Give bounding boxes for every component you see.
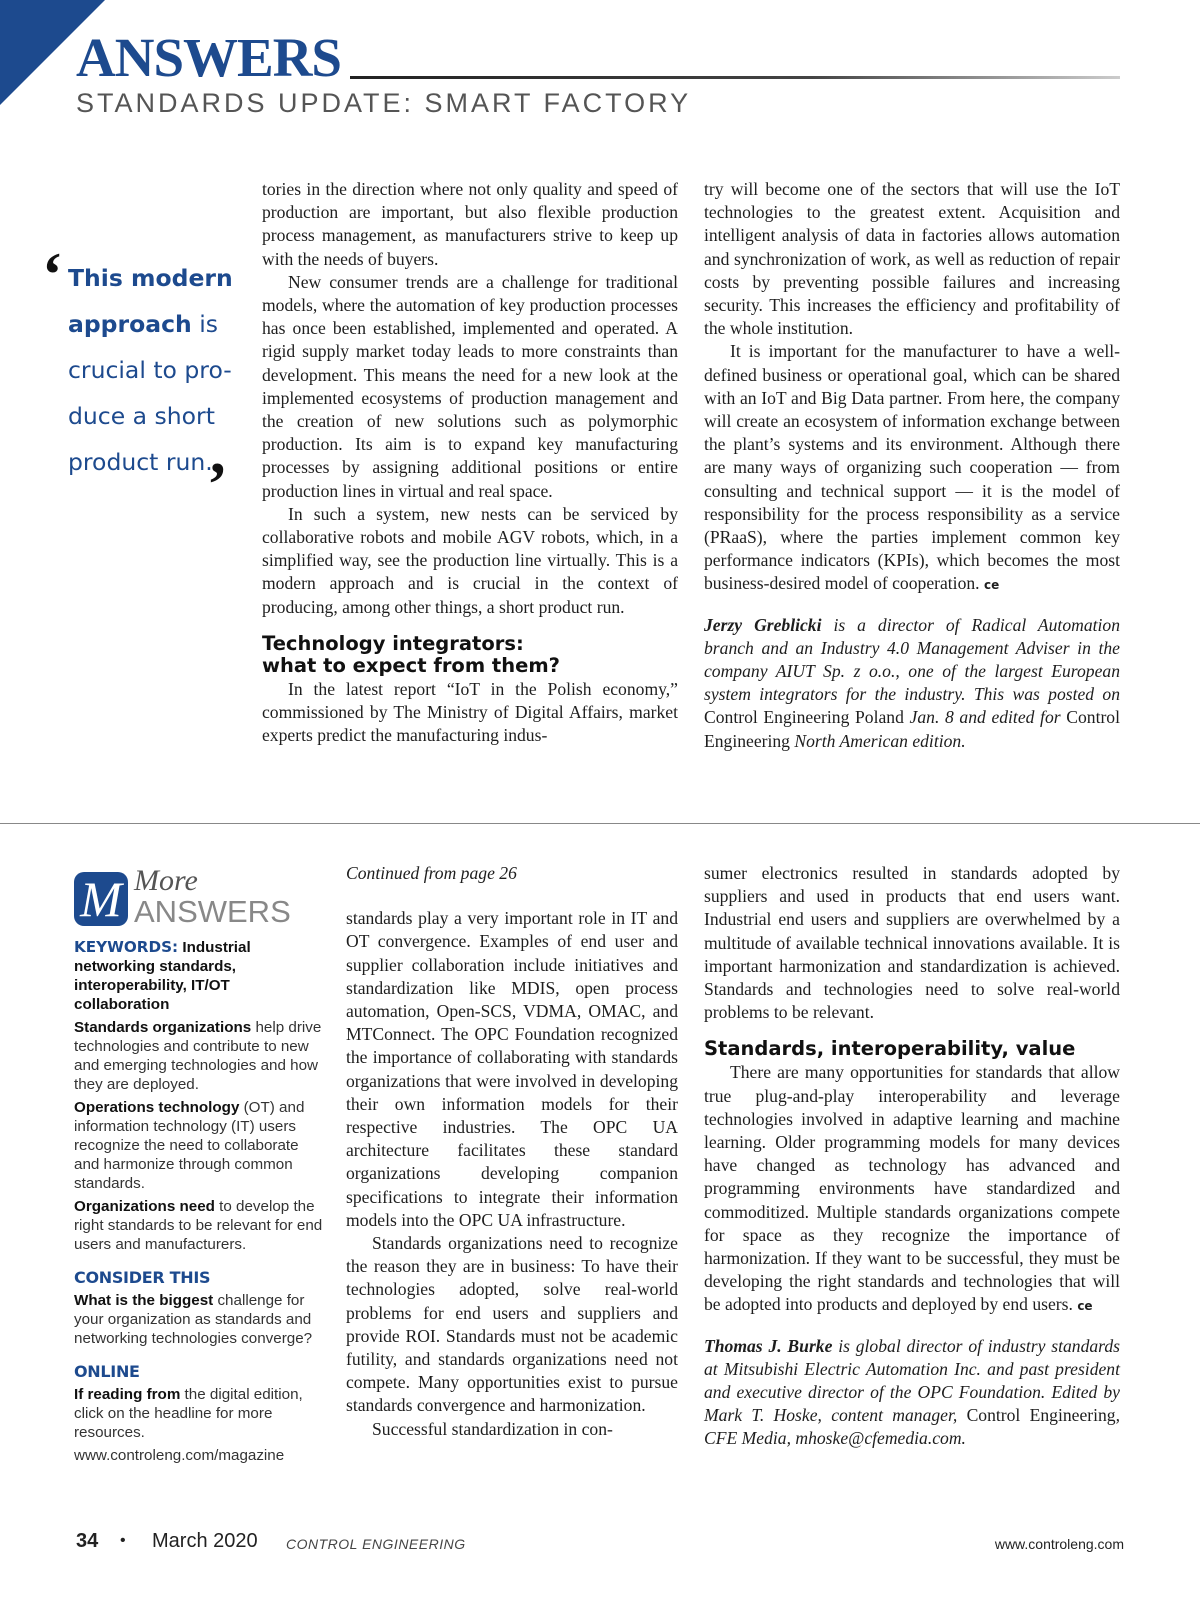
close-quote-icon: ’	[207, 451, 228, 519]
paragraph: standards play a very important role in IT and OT convergence. Examples of end user and supplier collaboration include initiatives and standardization like MDIS, open process automation, Open-SCS, VDMA, OMAC, and MTConnect. The OPC Foundation recognized the importance of collaborating with standards organizations that were involved in developing their own information models for their respective industries. The OPC UA architecture facilitates these standard organizations developing companion specifications to integrate their information models into the OPC UA infrastructure.	[346, 908, 678, 1230]
paragraph: In such a system, new nests can be serviced by collaborative robots and mobile AGV robots, which, in a simplified way, see the production line virtually. This is a modern approach and is crucial in the context of producing, among other things, a short product run.	[262, 503, 678, 617]
paragraph: tories in the direction where not only quality and speed of production are important, but also flexible production process management, as manufacturers strive to keep up with the needs of buyers.	[262, 179, 678, 269]
online-heading: ONLINE	[74, 1362, 140, 1381]
paragraph: Successful standardization in con-	[372, 1418, 613, 1439]
pull-quote-line: approach	[68, 310, 192, 338]
paragraph: try will become one of the sectors that will use the IoT technologies to the greatest extent. Acquisition and intelligent analysis of data in factories allows automation and synchronization of work, as well as reduction of repair costs by preventing possible failures and increasing security. This increases the efficiency and profitability of the whole institution.	[704, 179, 1120, 339]
end-mark-icon: ce	[983, 578, 1000, 593]
author-bio: Thomas J. Burke is global director of industry standards at Mitsubishi Electric Automation Inc. and past president and executive director of the OPC Foundation. Edited by Mark T. Hoske, content manager, Control Engineering, CFE Media, mhoske@cfemedia.com.	[704, 1335, 1121, 1449]
section-divider	[0, 823, 1200, 824]
continued-from-label: Continued from page 26	[346, 863, 517, 883]
page-number: 34	[76, 1530, 99, 1552]
subheading: Standards, interoperability, value	[704, 1037, 1076, 1061]
footer-bullet-icon: •	[120, 1532, 126, 1549]
sidebar-item: Standards organizations help drive technologies and contribute to new and emerging technologies and how they are deployed.	[74, 1019, 322, 1093]
keywords: KEYWORDS: Industrial networking standards, interoperability, IT/OT collaboration	[74, 938, 251, 1013]
paragraph: There are many opportunities for standards that allow true plug-and-play interoperability and leverage technologies involved in adaptive learning and machine learning. Older programming models for many devices have changed as technology has advanced and programming environments have standardized and commoditized. Multiple standards organizations compete for space as they recognize the importance of harmonization. If they want to be successful, they must be developing the right standards and technologies that will be adopted into products and deployed by end users. ce	[704, 1062, 1120, 1315]
magazine-name: CONTROL ENGINEERING	[286, 1536, 466, 1552]
paragraph: sumer electronics resulted in standards adopted by suppliers and used in products that end users want. Industrial end users and suppliers are overwhelmed by a multitude of available technical innovations available. It is important harmonization and standardization is achieved. Standards and technologies need to solve real-world problems to be relevant.	[704, 863, 1120, 1023]
pull-quote-line: is	[191, 310, 219, 338]
logo-more-text: More	[134, 864, 198, 897]
more-answers-sidebar	[74, 938, 324, 1469]
paragraph: New consumer trends are a challenge for traditional models, where the automation of key production processes has once been established, implemented and operated. A rigid supply market today leads to more constraints than development. This means the need for a new look at the implemented ecosystems of production management and the creation of new solutions such as polymorphic production. Its aim is to expand key manufacturing processes by assigning additional positions or entire production lines in virtual and real space.	[262, 271, 678, 501]
author-bio: Jerzy Greblicki is a director of Radical Automation branch and an Industry 4.0 Management Adviser in the company AIUT Sp. z o.o., one of the largest European system integrators for the industry. This was posted on Control Engineering Poland Jan. 8 and edited for Control Engineering North American edition.	[704, 614, 1120, 751]
paragraph: It is important for the manufacturer to have a well-defined business or operational goal, which can be shared with an IoT and Big Data partner. From here, the company will create an ecosystem of information exchange between the plant’s systems and its environment. Although there are many ways of organizing such cooperation — from consulting and technical support — it is the model of responsibility for the process responsibility as a service (PRaaS), where the parties implement common key performance indicators (KPIs), which becomes the most business-desired model of cooperation. ce	[704, 341, 1120, 594]
sidebar-item: Organizations need to develop the right standards to be relevant for end users and manufacturers.	[74, 1198, 323, 1253]
pull-quote-line: This modern	[68, 264, 233, 292]
pull-quote-line: crucial to pro-	[68, 356, 232, 384]
pull-quote-line: duce a short	[68, 402, 215, 430]
header-rule	[350, 76, 1120, 79]
online-url-link[interactable]: www.controleng.com/magazine	[74, 1447, 285, 1464]
section-title: ANSWERS	[76, 27, 342, 88]
more-answers-logo	[74, 864, 314, 930]
article1-column2	[704, 178, 1120, 753]
article1-column1	[262, 178, 678, 747]
logo-answers-text: ANSWERS	[134, 894, 291, 929]
article2-column1	[346, 862, 678, 1441]
website-url[interactable]: www.controleng.com	[994, 1536, 1124, 1552]
consider-text: What is the biggest challenge for your organization as standards and networking technologies converge?	[74, 1292, 313, 1347]
sidebar-item: Operations technology (OT) and information technology (IT) users recognize the need to collaborate and harmonize through common standards.	[74, 1099, 305, 1192]
paragraph: In the latest report “IoT in the Polish economy,” commissioned by The Ministry of Digital Affairs, market experts predict the manufacturing indus-	[262, 678, 678, 746]
logo-m-icon: M	[74, 872, 128, 926]
open-quote-icon: ‘	[42, 241, 63, 309]
section-subtitle: STANDARDS UPDATE: SMART FACTORY	[76, 88, 692, 118]
pull-quote-line: product run.	[68, 448, 213, 476]
end-mark-icon: ce	[1077, 1299, 1093, 1314]
issue-date: March 2020	[152, 1530, 258, 1552]
paragraph: Standards organizations need to recognize the reason they are in business: To have their technologies adopted, solve real-world problems for end users and suppliers and provide ROI. Standards must not be academic futility, and standards organizations need not compete. Many opportunities exist to pursue standards convergence and harmonization.	[346, 1233, 678, 1416]
consider-heading: CONSIDER THIS	[74, 1268, 211, 1287]
online-text: If reading from the digital edition, click on the headline for more resources.	[74, 1386, 303, 1441]
subheading: Technology integrators: what to expect from them?	[262, 631, 560, 677]
article2-column2	[704, 862, 1120, 1451]
